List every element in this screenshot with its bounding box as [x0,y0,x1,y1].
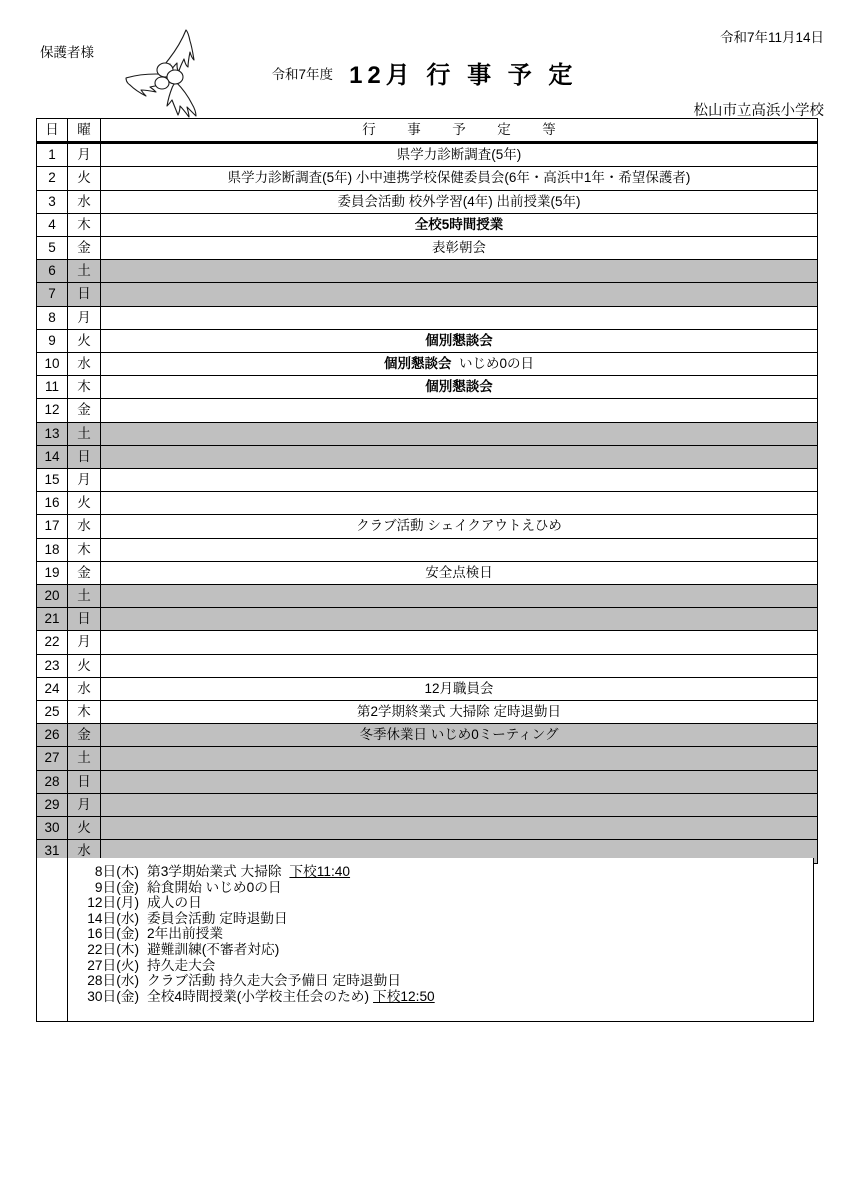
footnote-date: 16日(金) [87,926,139,942]
page-title-year: 令和7年度 [271,67,334,82]
event-text: 第2学期終業式 大掃除 定時退勤日 [356,704,561,720]
cell-event [101,631,818,654]
cell-event [101,677,818,700]
cell-weekday: 月 [68,306,101,329]
table-body [37,143,818,863]
table-row [37,329,818,352]
footnote-item [77,911,637,927]
footnote-date: 12日(月) [87,895,139,911]
column-header-weekday: 曜 [68,119,101,143]
event-text: 表彰朝会 [432,240,486,256]
cell-weekday: 土 [68,422,101,445]
cell-day: 2 [37,167,68,190]
cell-weekday: 金 [68,399,101,422]
cell-weekday: 月 [68,469,101,492]
footnote-text: 給食開始 いじめ0の日 [147,879,282,895]
cell-event [101,283,818,306]
footnote-date: 30日(金) [87,988,139,1004]
cell-event [101,724,818,747]
cell-weekday: 水 [68,190,101,213]
cell-day: 31 [37,840,68,863]
table-row [37,608,818,631]
cell-weekday: 土 [68,747,101,770]
cell-day: 28 [37,770,68,793]
cell-day: 29 [37,793,68,816]
cell-event [101,237,818,260]
footnote-text: 持久走大会 [147,957,216,973]
footnote-item [77,895,637,911]
cell-event [101,190,818,213]
footnote-item [77,880,637,896]
cell-weekday: 土 [68,585,101,608]
table-row [37,213,818,236]
footnote-item [77,926,637,942]
cell-weekday: 金 [68,237,101,260]
holly-sprig-icon [124,26,216,122]
cell-weekday: 金 [68,561,101,584]
cell-weekday: 火 [68,492,101,515]
cell-day: 12 [37,399,68,422]
event-text: 12月職員会 [424,680,494,696]
cell-event [101,515,818,538]
monthly-schedule-table [36,118,818,864]
event-text: 個別懇談会 [425,379,493,395]
cell-weekday: 水 [68,677,101,700]
cell-day: 13 [37,422,68,445]
cell-day: 14 [37,445,68,468]
table-row [37,585,818,608]
cell-event [101,167,818,190]
cell-day: 27 [37,747,68,770]
footnote-date: 27日(火) [87,957,139,973]
cell-weekday: 木 [68,376,101,399]
footnote-text: クラブ活動 持久走大会予備日 定時退勤日 [147,973,401,989]
cell-day: 4 [37,213,68,236]
cell-day: 16 [37,492,68,515]
table-header-row [37,119,818,143]
footnote-item [77,958,637,974]
footnote-text: 委員会活動 定時退勤日 [147,910,288,926]
cell-weekday: 火 [68,654,101,677]
footnote-text: 避難訓練(不審者対応) [147,941,280,957]
cell-event [101,654,818,677]
cell-day: 7 [37,283,68,306]
cell-day: 6 [37,260,68,283]
table-row [37,677,818,700]
cell-weekday: 火 [68,167,101,190]
footnote-text: 全校4時間授業(小学校主任会のため) [147,988,370,1004]
cell-event [101,143,818,167]
cell-day: 1 [37,143,68,167]
cell-weekday: 木 [68,538,101,561]
cell-event [101,353,818,376]
footnote-divider [67,858,68,1022]
cell-event [101,770,818,793]
cell-event [101,585,818,608]
cell-weekday: 土 [68,260,101,283]
addressee-label: 保護者様 [40,45,94,60]
cell-day: 9 [37,329,68,352]
cell-weekday: 日 [68,445,101,468]
footnote-date: 28日(水) [87,973,139,989]
event-text: 個別懇談会 [425,332,493,348]
table-row [37,376,818,399]
event-text: 安全点検日 [425,564,493,580]
cell-weekday: 木 [68,213,101,236]
event-text: 県学力診断調査(5年) [396,147,522,163]
cell-day: 17 [37,515,68,538]
table-row [37,770,818,793]
table-row [37,167,818,190]
cell-event [101,469,818,492]
cell-day: 15 [37,469,68,492]
cell-event [101,492,818,515]
table-row [37,306,818,329]
cell-event [101,793,818,816]
cell-day: 26 [37,724,68,747]
cell-weekday: 日 [68,283,101,306]
table-row [37,492,818,515]
footnote-item [77,973,637,989]
table-row [37,283,818,306]
footnote-text: 成人の日 [147,895,202,911]
table-row [37,143,818,167]
cell-weekday: 火 [68,817,101,840]
table-row [37,469,818,492]
cell-weekday: 月 [68,631,101,654]
event-text: クラブ活動 シェイクアウトえひめ [356,518,562,534]
cell-event [101,213,818,236]
cell-day: 3 [37,190,68,213]
cell-weekday: 月 [68,793,101,816]
footnote-text: 2年出前授業 [147,926,224,942]
table-row [37,701,818,724]
footnote-dismissal-time: 下校11:40 [289,864,351,879]
document-header [0,0,849,118]
cell-day: 11 [37,376,68,399]
school-name: 松山市立高浜小学校 [693,103,824,119]
table-row [37,538,818,561]
event-text-secondary: いじめ0の日 [459,356,535,372]
cell-event [101,376,818,399]
cell-day: 5 [37,237,68,260]
cell-weekday: 水 [68,353,101,376]
cell-day: 21 [37,608,68,631]
cell-weekday: 水 [68,515,101,538]
table-row [37,353,818,376]
cell-event [101,561,818,584]
table-row [37,724,818,747]
cell-event [101,306,818,329]
table-row [37,399,818,422]
cell-day: 10 [37,353,68,376]
cell-day: 22 [37,631,68,654]
footnote-date: 22日(木) [87,941,139,957]
cell-day: 18 [37,538,68,561]
table-row [37,237,818,260]
table-row [37,190,818,213]
table-row [37,793,818,816]
footnote-list [77,864,637,1004]
event-text: 県学力診断調査(5年) 小中連携学校保健委員会(6年・高浜中1年・希望保護者) [227,170,691,186]
cell-weekday: 火 [68,329,101,352]
cell-weekday: 水 [68,840,101,863]
cell-weekday: 月 [68,143,101,167]
footnote-dismissal-time: 下校12:50 [373,988,435,1004]
table-row [37,445,818,468]
cell-event [101,399,818,422]
cell-event [101,747,818,770]
column-header-event: 行 事 予 定 等 [101,119,818,143]
table-row [37,654,818,677]
cell-day: 19 [37,561,68,584]
table-row [37,515,818,538]
footnote-item [77,942,637,958]
table-row [37,260,818,283]
cell-day: 25 [37,701,68,724]
cell-day: 8 [37,306,68,329]
table-row [37,422,818,445]
cell-weekday: 日 [68,608,101,631]
footnote-date: 9日(金) [94,879,139,895]
footnote-date: 14日(水) [87,910,139,926]
table-row [37,631,818,654]
cell-day: 20 [37,585,68,608]
event-text: 冬季休業日 いじめ0ミーティング [359,727,559,743]
cell-weekday: 木 [68,701,101,724]
table-header [37,119,818,143]
footnote-item [77,989,637,1005]
footnote-item [77,864,637,880]
cell-event [101,701,818,724]
cell-weekday: 日 [68,770,101,793]
footnote-text: 第3学期始業式 大掃除 [147,864,286,879]
issue-date: 令和7年11月14日 [719,30,824,45]
next-month-notes-box [36,858,814,1022]
cell-day: 24 [37,677,68,700]
cell-event [101,329,818,352]
cell-event [101,817,818,840]
page-title-main: 12月 行 事 予 定 [349,62,578,89]
cell-event [101,608,818,631]
cell-event [101,445,818,468]
column-header-day: 日 [37,119,68,143]
table-row [37,561,818,584]
cell-day: 30 [37,817,68,840]
event-text: 委員会活動 校外学習(4年) 出前授業(5年) [337,193,581,209]
table-row [37,817,818,840]
table-row [37,747,818,770]
cell-weekday: 金 [68,724,101,747]
event-text: 全校5時間授業 [414,216,504,232]
event-text: 個別懇談会 [383,356,452,372]
cell-day: 23 [37,654,68,677]
cell-event [101,538,818,561]
footnote-date: 8日(木) [94,864,139,879]
cell-event [101,422,818,445]
cell-event [101,260,818,283]
